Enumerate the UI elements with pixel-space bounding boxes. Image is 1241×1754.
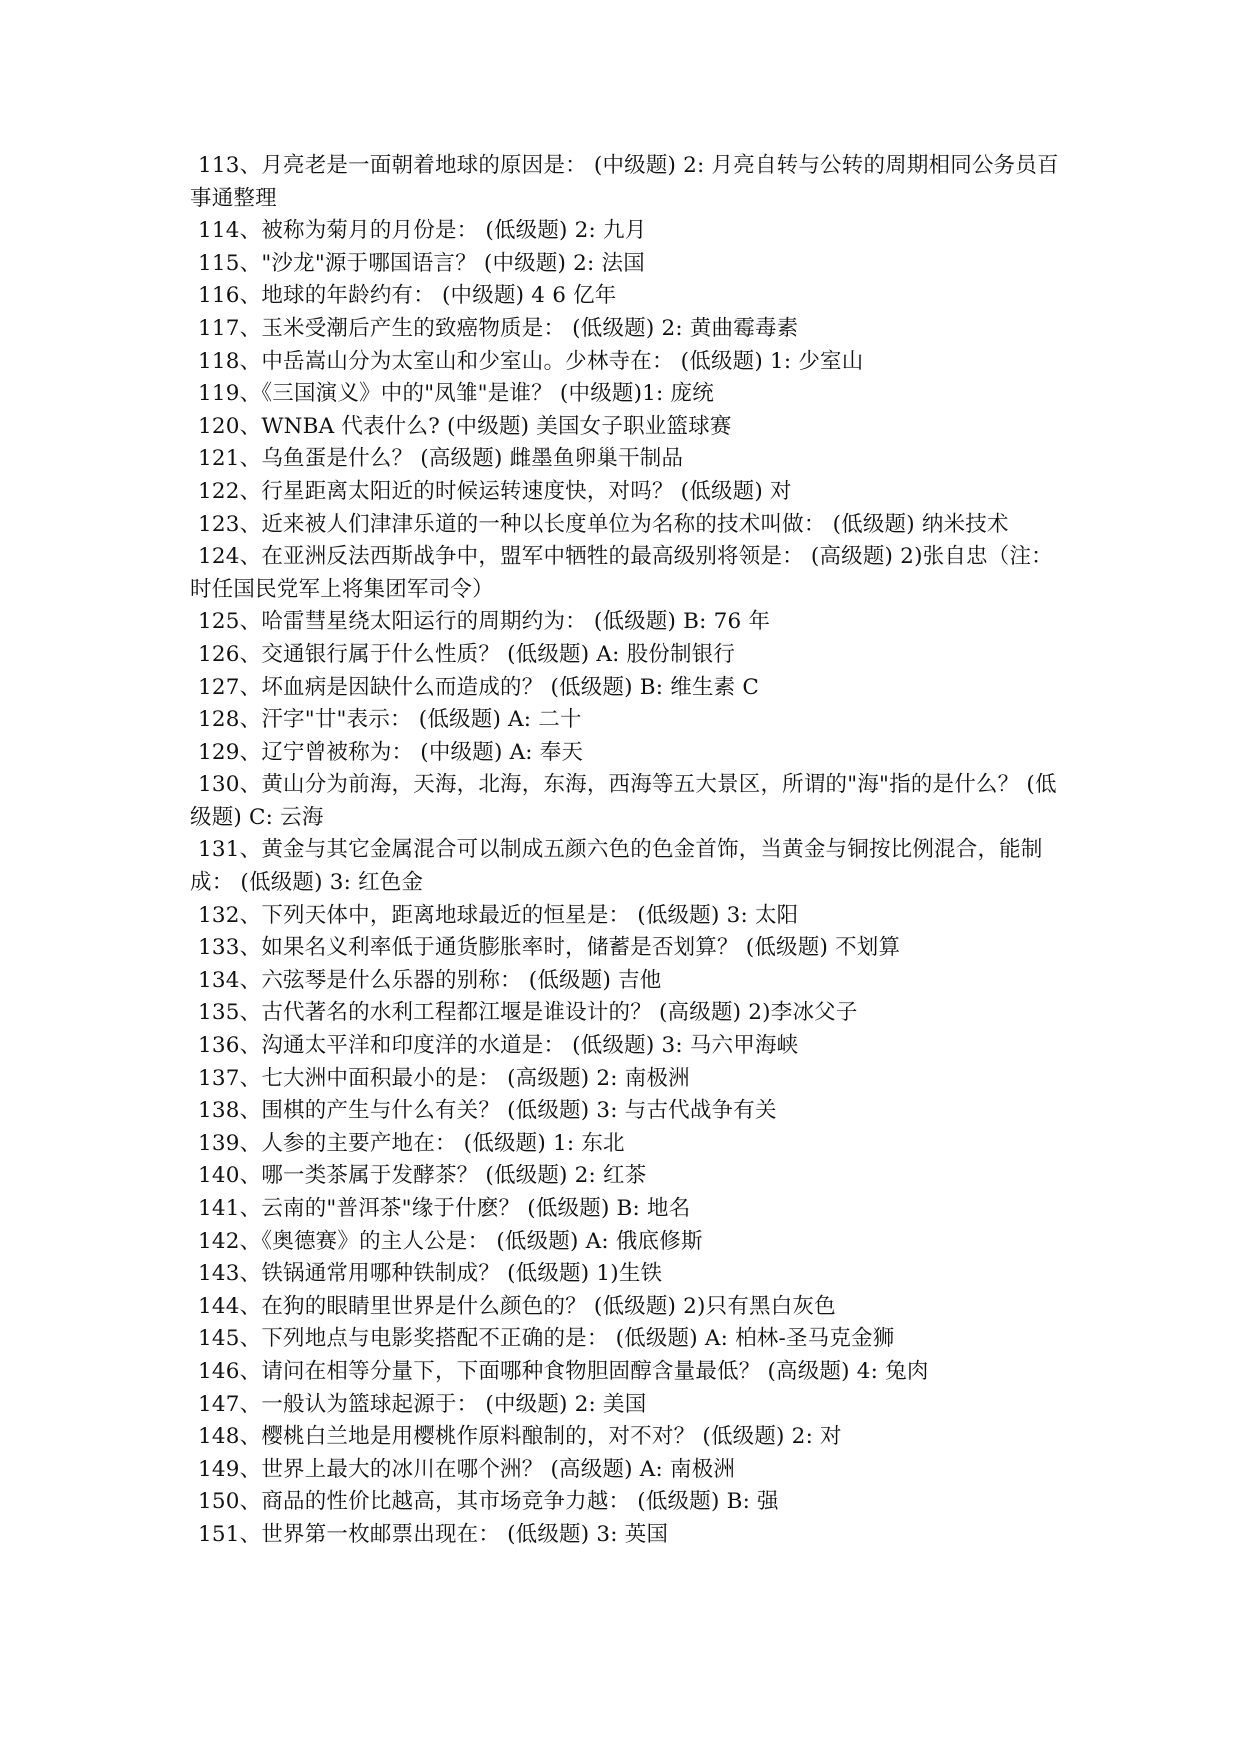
question-item: 117、玉米受潮后产生的致癌物质是： (低级题) 2: 黄曲霉毒素	[198, 315, 799, 341]
question-item: 149、世界上最大的冰川在哪个洲？ (高级题) A: 南极洲	[198, 1456, 736, 1482]
question-item: 136、沟通太平洋和印度洋的水道是： (低级题) 3: 马六甲海峡	[198, 1033, 799, 1059]
question-item: 122、行星距离太阳近的时候运转速度快，对吗？ (低级题) 对	[198, 478, 792, 504]
question-item: 143、铁锅通常用哪种铁制成？ (低级题) 1)生铁	[198, 1261, 663, 1287]
question-item: 125、哈雷彗星绕太阳运行的周期约为： (低级题) B: 76 年	[198, 609, 771, 635]
question-item: 113、月亮老是一面朝着地球的原因是： (中级题) 2: 月亮自转与公转的周期相同公务员百事通整理	[190, 153, 1059, 211]
question-item: 121、乌鱼蛋是什么？ (高级题) 雌墨鱼卵巢干制品	[198, 446, 684, 472]
question-item: 130、黄山分为前海，天海，北海，东海，西海等五大景区，所谓的"海"指的是什么？ (低级题) C: 云海	[190, 772, 1057, 830]
question-item: 151、世界第一枚邮票出现在： (低级题) 3: 英国	[198, 1521, 669, 1547]
question-item: 129、辽宁曾被称为： (中级题) A: 奉天	[198, 739, 584, 765]
question-item: 131、黄金与其它金属混合可以制成五颜六色的色金首饰，当黄金与铜按比例混合，能制成： (低级题) 3: 红色金	[190, 837, 1043, 896]
question-item: 137、七大洲中面积最小的是： (高级题) 2: 南极洲	[198, 1065, 690, 1091]
question-item: 147、一般认为篮球起源于： (中级题) 2: 美国	[198, 1391, 647, 1417]
question-item: 118、中岳嵩山分为太室山和少室山。少林寺在： (低级题) 1: 少室山	[198, 348, 864, 374]
question-item: 142、《奥德赛》的主人公是： (低级题) A: 俄底修斯	[198, 1228, 703, 1254]
question-item: 116、地球的年龄约有： (中级题) 4 6 亿年	[198, 283, 617, 309]
question-item: 150、商品的性价比越高，其市场竞争力越： (低级题) B: 强	[198, 1489, 779, 1515]
question-item: 124、在亚洲反法西斯战争中，盟军中牺牲的最高级别将领是： (高级题) 2)张自忠（注：时任国民党军上将集团军司令）	[190, 544, 1053, 602]
question-item: 115、"沙龙"源于哪国语言？ (中级题) 2: 法国	[198, 250, 645, 276]
question-item: 138、围棋的产生与什么有关？ (低级题) 3: 与古代战争有关	[198, 1098, 777, 1124]
question-item: 139、人参的主要产地在： (低级题) 1: 东北	[198, 1130, 625, 1156]
question-item: 123、近来被人们津津乐道的一种以长度单位为名称的技术叫做： (低级题) 纳米技术	[198, 511, 1009, 537]
question-item: 135、古代著名的水利工程都江堰是谁设计的？ (高级题) 2)李冰父子	[198, 1000, 858, 1026]
question-item: 146、请问在相等分量下，下面哪种食物胆固醇含量最低？ (高级题) 4: 兔肉	[198, 1358, 929, 1384]
question-item: 141、云南的"普洱茶"缘于什麽？ (低级题) B: 地名	[198, 1196, 691, 1221]
question-item: 120、WNBA 代表什么? (中级题) 美国女子职业篮球赛	[198, 413, 732, 439]
question-item: 128、汗字"廿"表示： (低级题) A: 二十	[198, 707, 582, 733]
question-item: 140、哪一类茶属于发酵茶？ (低级题) 2: 红茶	[198, 1163, 647, 1189]
question-item: 126、交通银行属于什么性质？ (低级题) A: 股份制银行	[198, 641, 736, 667]
question-item: 119、《三国演义》中的"凤雏"是谁？ (中级题)1: 庞统	[198, 381, 714, 407]
question-item: 144、在狗的眼睛里世界是什么颜色的？ (低级题) 2)只有黑白灰色	[198, 1293, 836, 1319]
question-item: 127、坏血病是因缺什么而造成的？ (低级题) B: 维生素 C	[198, 674, 760, 700]
question-item: 132、下列天体中，距离地球最近的恒星是： (低级题) 3: 太阳	[198, 902, 799, 928]
question-item: 134、六弦琴是什么乐器的别称： (低级题) 吉他	[198, 967, 662, 993]
question-item: 114、被称为菊月的月份是： (低级题) 2: 九月	[198, 218, 647, 244]
question-item: 145、下列地点与电影奖搭配不正确的是： (低级题) A: 柏林-圣马克金狮	[198, 1326, 895, 1352]
question-list	[190, 150, 1060, 1552]
question-item: 148、樱桃白兰地是用樱桃作原料酿制的，对不对？ (低级题) 2: 对	[198, 1424, 842, 1450]
question-item: 133、如果名义利率低于通货膨胀率时，储蓄是否划算？ (低级题) 不划算	[198, 935, 901, 961]
